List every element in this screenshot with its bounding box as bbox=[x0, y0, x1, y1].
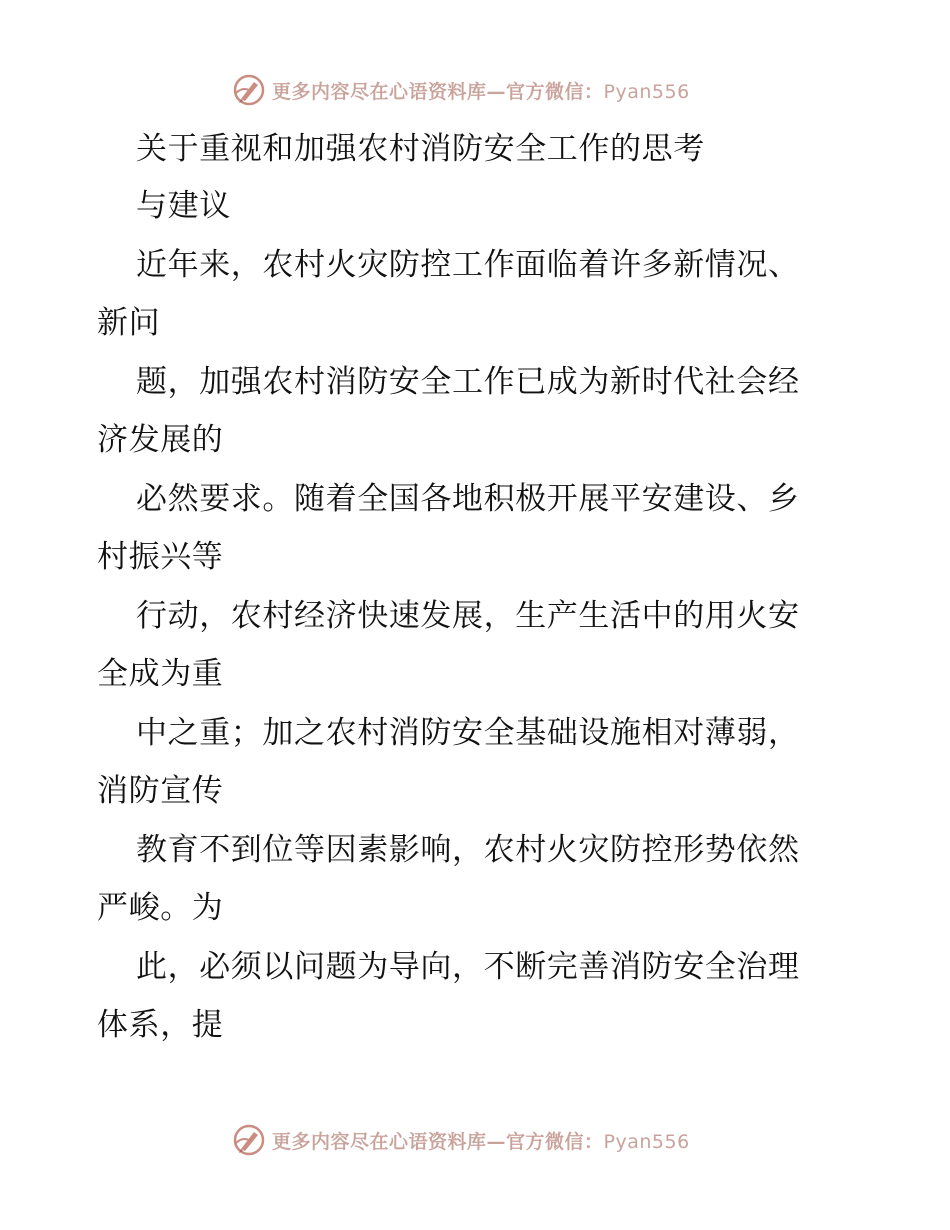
watermark-text bbox=[272, 77, 690, 104]
footer-watermark bbox=[232, 1120, 690, 1160]
paragraph-line: 体系，提 bbox=[97, 1007, 224, 1043]
pen-logo-icon bbox=[232, 73, 266, 107]
paragraph-line: 新问 bbox=[97, 305, 161, 341]
watermark-official: 官方微信： bbox=[506, 1130, 604, 1153]
paragraph-line: 教育不到位等因素影响，农村火灾防控形势依然 bbox=[136, 832, 800, 868]
pen-logo-icon bbox=[232, 1123, 266, 1157]
paragraph-line: 村振兴等 bbox=[97, 539, 224, 575]
paragraph-line: 全成为重 bbox=[97, 656, 224, 692]
watermark-brand: 更多内容尽在心语资料库 bbox=[272, 80, 487, 103]
paragraph-line: 消防宣传 bbox=[97, 773, 224, 809]
watermark-official: 官方微信： bbox=[506, 80, 604, 103]
document-title-line-1: 关于重视和加强农村消防安全工作的思考 bbox=[136, 131, 705, 167]
paragraph-line: 题，加强农村消防安全工作已成为新时代社会经 bbox=[136, 364, 800, 400]
paragraph-line: 济发展的 bbox=[97, 422, 224, 458]
document-title-line-2: 与建议 bbox=[136, 188, 231, 224]
paragraph-line: 近年来，农村火灾防控工作面临着许多新情况、 bbox=[136, 247, 800, 283]
watermark-text bbox=[272, 1127, 690, 1154]
paragraph-line: 必然要求。随着全国各地积极开展平安建设、乡 bbox=[136, 481, 800, 517]
watermark-wechat-id: Pyan556 bbox=[603, 1130, 690, 1153]
paragraph-line: 中之重；加之农村消防安全基础设施相对薄弱， bbox=[136, 715, 800, 751]
watermark-brand: 更多内容尽在心语资料库 bbox=[272, 1130, 487, 1153]
header-watermark bbox=[232, 70, 690, 110]
watermark-dash: — bbox=[486, 1130, 507, 1153]
paragraph-line: 严峻。为 bbox=[97, 890, 224, 926]
paragraph-line: 此，必须以问题为导向，不断完善消防安全治理 bbox=[136, 949, 800, 985]
watermark-dash: — bbox=[486, 80, 507, 103]
paragraph-line: 行动，农村经济快速发展，生产生活中的用火安 bbox=[136, 598, 800, 634]
watermark-wechat-id: Pyan556 bbox=[603, 80, 690, 103]
